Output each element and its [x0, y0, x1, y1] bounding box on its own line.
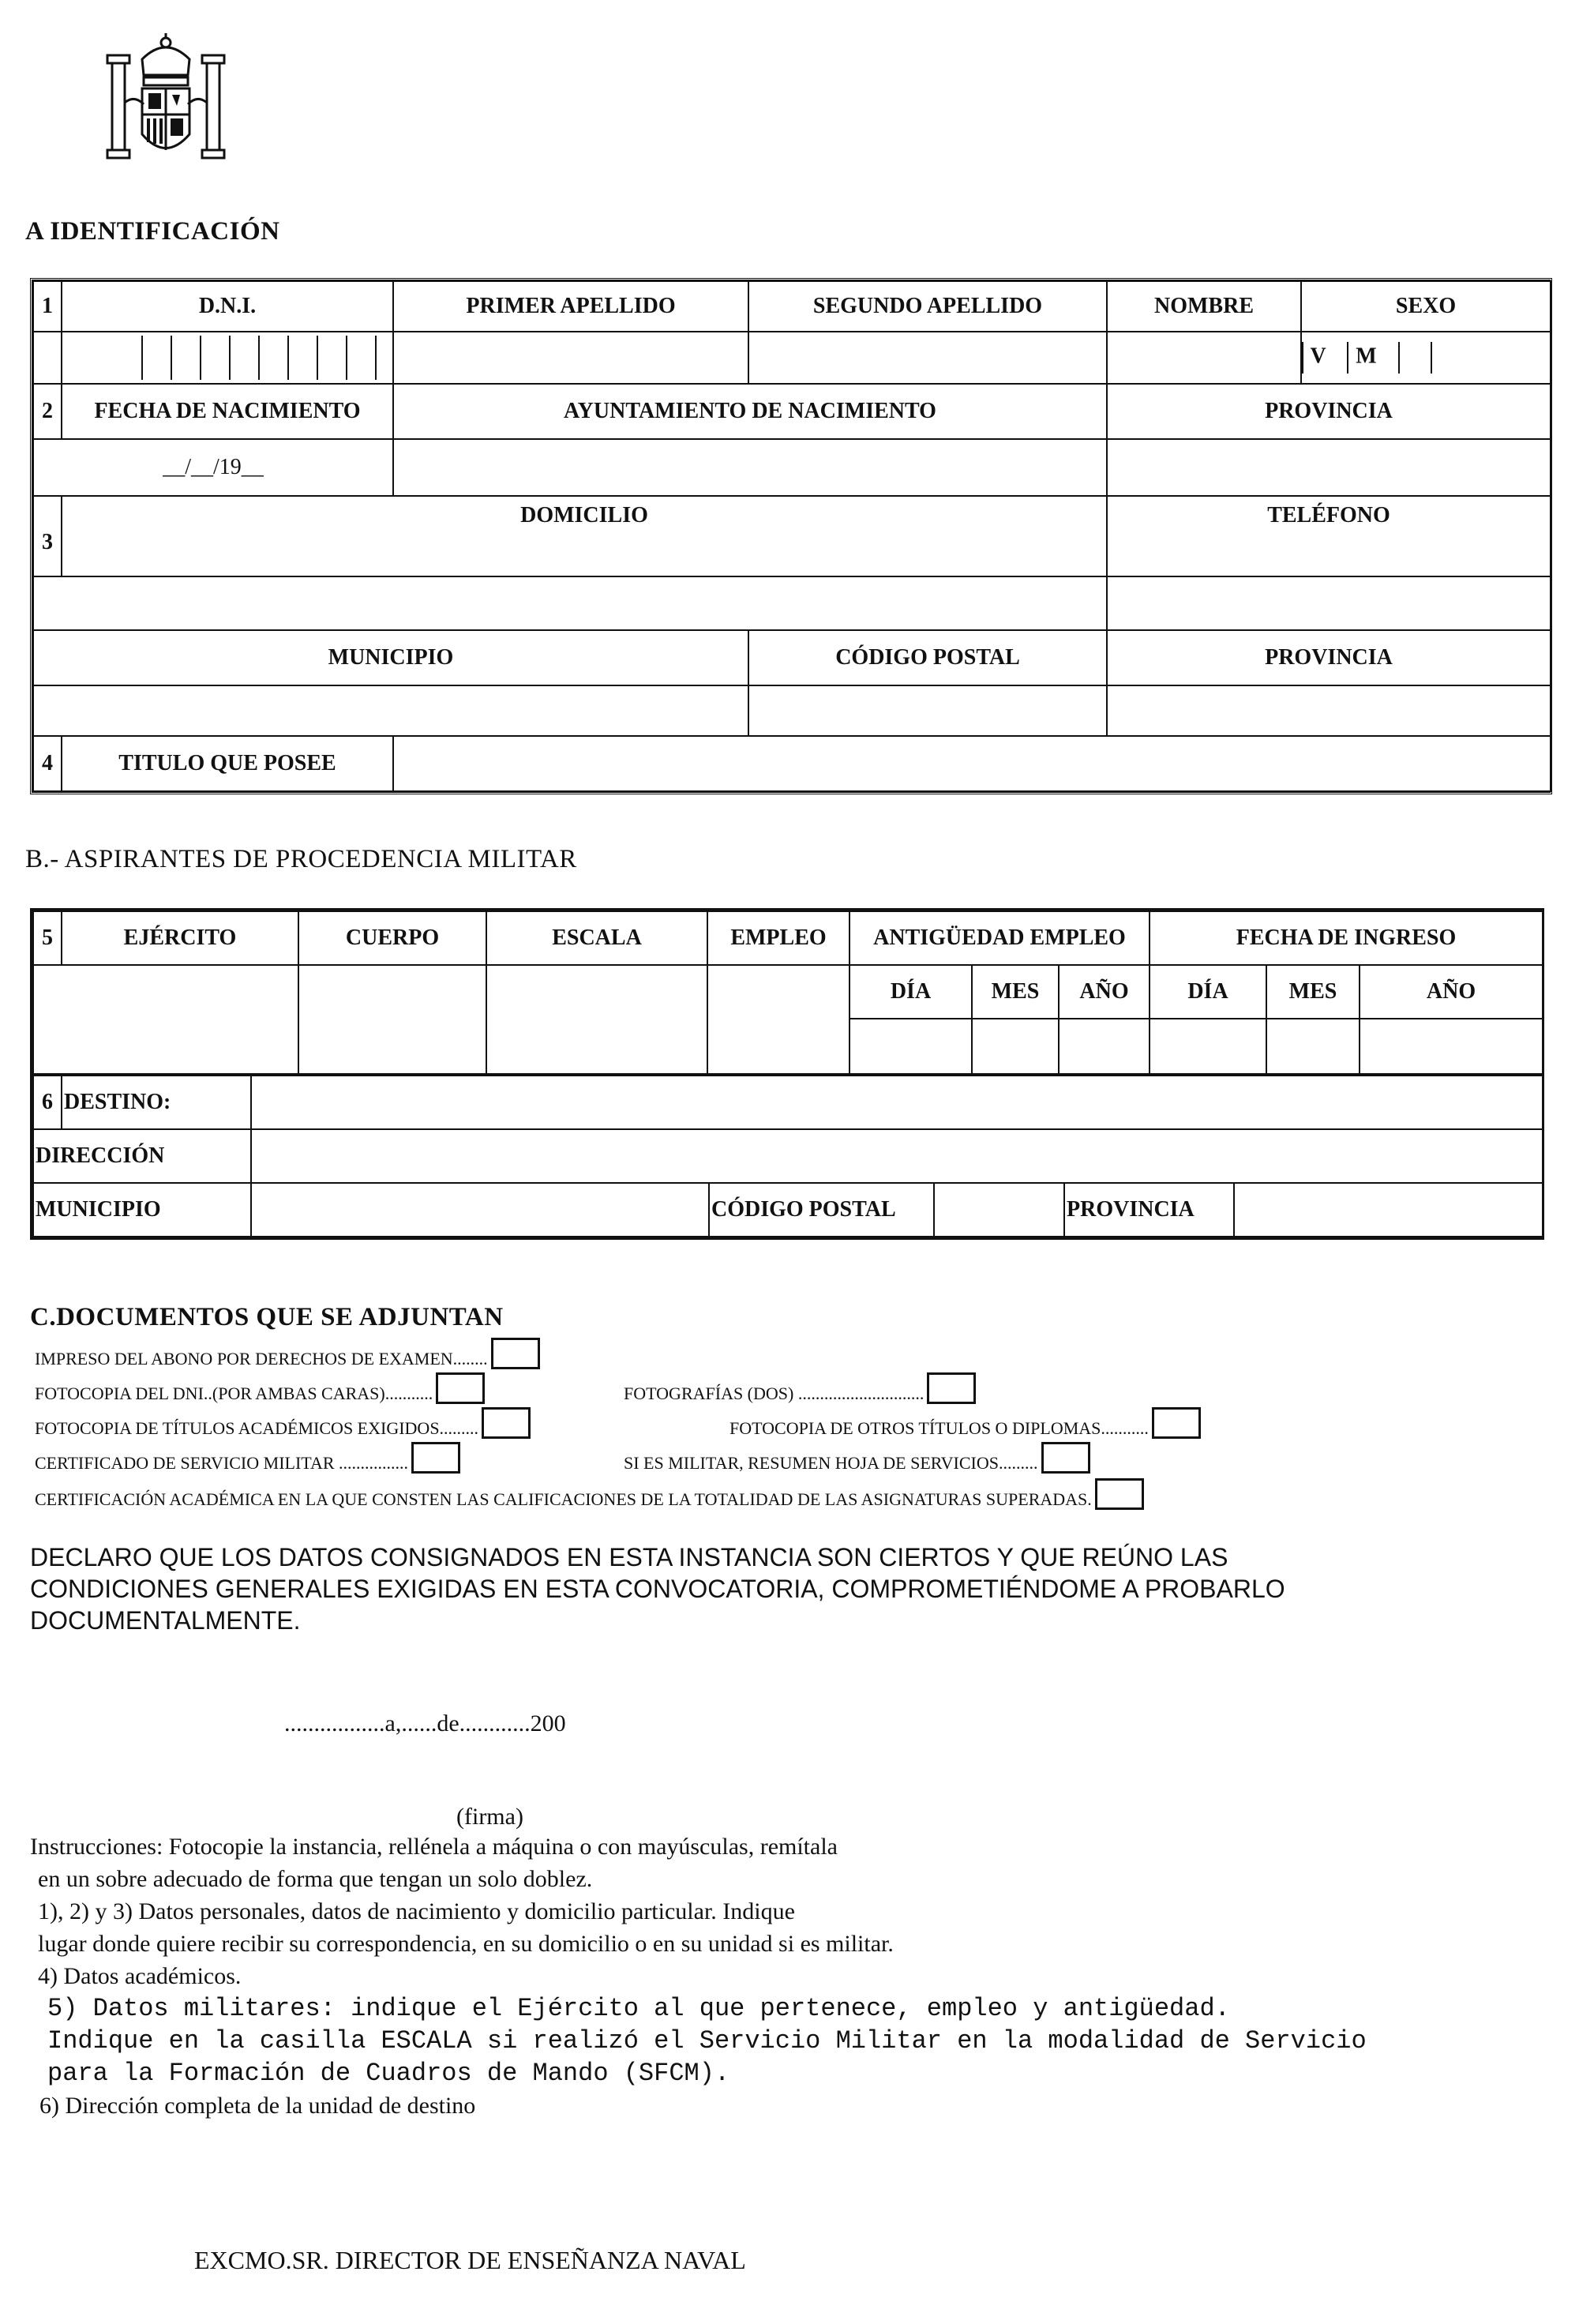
instruction-mono-line-2: Indique en la casilla ESCALA si realizó el Servicio Militar en la modalidad de Servicio — [47, 2026, 1367, 2056]
declaration-line-2: CONDICIONES GENERALES EXIGIDAS EN ESTA CONVOCATORIA, COMPROMETIÉNDOME A PROBARLO — [30, 1575, 1285, 1603]
fecha-nacimiento-field[interactable]: __/__/19__ — [33, 439, 393, 496]
doc-otros-checkbox[interactable] — [1152, 1407, 1201, 1439]
doc-dni-label: FOTOCOPIA DEL DNI..(POR AMBAS CARAS)........... — [35, 1384, 433, 1403]
municipio-label: MUNICIPIO — [33, 630, 748, 685]
ingreso-mes-field[interactable] — [1266, 1019, 1360, 1074]
provincia-nacimiento-label: PROVINCIA — [1107, 384, 1551, 439]
dni-label: D.N.I. — [62, 281, 393, 332]
telefono-field[interactable] — [1107, 576, 1551, 630]
provincia-militar-field[interactable] — [1234, 1183, 1543, 1237]
doc-titulos-label: FOTOCOPIA DE TÍTULOS ACADÉMICOS EXIGIDOS......... — [35, 1418, 479, 1438]
ingreso-anio-label: AÑO — [1360, 965, 1543, 1019]
doc-item-hoja — [624, 1442, 1090, 1474]
antiguedad-dia-label: DÍA — [850, 965, 972, 1019]
codigo-postal-militar-label: CÓDIGO POSTAL — [709, 1183, 934, 1237]
doc-fotos-checkbox[interactable] — [927, 1372, 976, 1404]
instructions-block — [30, 1830, 1367, 2122]
ayuntamiento-field[interactable] — [393, 439, 1107, 496]
provincia-domicilio-label: PROVINCIA — [1107, 630, 1551, 685]
telefono-label: TELÉFONO — [1107, 496, 1551, 576]
antiguedad-anio-label: AÑO — [1059, 965, 1150, 1019]
doc-item-fotos — [624, 1372, 976, 1404]
antiguedad-mes-label: MES — [972, 965, 1059, 1019]
doc-item-otros — [729, 1407, 1201, 1439]
antiguedad-anio-field[interactable] — [1059, 1019, 1150, 1074]
municipio-militar-label: MUNICIPIO — [33, 1183, 251, 1237]
row-number-1: 1 — [33, 281, 62, 332]
doc-hoja-label: SI ES MILITAR, RESUMEN HOJA DE SERVICIOS......... — [624, 1453, 1038, 1473]
primer-apellido-field[interactable] — [393, 332, 748, 384]
antiguedad-mes-field[interactable] — [972, 1019, 1059, 1074]
instruction-line-5: 4) Datos académicos. — [38, 1963, 242, 1989]
fecha-ingreso-label: FECHA DE INGRESO — [1150, 911, 1543, 965]
empleo-label: EMPLEO — [707, 911, 850, 965]
codigo-postal-label: CÓDIGO POSTAL — [748, 630, 1107, 685]
instruction-mono-line-3: para la Formación de Cuadros de Mando (SFCM). — [47, 2059, 730, 2088]
row-number-2: 2 — [33, 384, 62, 439]
section-a-title: A IDENTIFICACIÓN — [25, 217, 280, 246]
instruction-line-3: 1), 2) y 3) Datos personales, datos de nacimiento y domicilio particular. Indique — [38, 1898, 795, 1924]
doc-item-servicio — [35, 1442, 460, 1474]
military-table — [30, 908, 1544, 1240]
row-number-6: 6 — [33, 1076, 62, 1129]
ingreso-mes-label: MES — [1266, 965, 1360, 1019]
signature-label: (firma) — [456, 1804, 523, 1830]
ingreso-dia-field[interactable] — [1150, 1019, 1266, 1074]
codigo-postal-militar-field[interactable] — [934, 1183, 1064, 1237]
doc-servicio-label: CERTIFICADO DE SERVICIO MILITAR ................ — [35, 1453, 409, 1473]
row-number-3: 3 — [33, 496, 62, 576]
declaration-text — [30, 1541, 1285, 1636]
sexo-field[interactable] — [1301, 332, 1551, 384]
nombre-field[interactable] — [1107, 332, 1301, 384]
doc-item-dni — [35, 1372, 485, 1404]
domicilio-label: DOMICILIO — [62, 496, 1107, 576]
instruction-line-6: 6) Dirección completa de la unidad de destino — [39, 2093, 476, 2119]
doc-item-certificacion — [35, 1478, 1144, 1510]
nombre-label: NOMBRE — [1107, 281, 1301, 332]
ingreso-anio-field[interactable] — [1360, 1019, 1543, 1074]
escala-field[interactable] — [486, 965, 707, 1074]
escala-label: ESCALA — [486, 911, 707, 965]
primer-apellido-label: PRIMER APELLIDO — [393, 281, 748, 332]
dni-input-boxes[interactable] — [62, 332, 393, 384]
instruction-line-4: lugar donde quiere recibir su correspondencia, en su domicilio o en su unidad si es militar. — [38, 1931, 894, 1957]
direccion-field[interactable] — [251, 1129, 1543, 1183]
doc-dni-checkbox[interactable] — [436, 1372, 485, 1404]
section-b-title: B.- ASPIRANTES DE PROCEDENCIA MILITAR — [25, 845, 577, 873]
empleo-field[interactable] — [707, 965, 850, 1074]
instruction-line-1: Instrucciones: Fotocopie la instancia, rellénela a máquina o con mayúsculas, remítala — [30, 1834, 838, 1860]
ayuntamiento-label: AYUNTAMIENTO DE NACIMIENTO — [393, 384, 1107, 439]
cuerpo-field[interactable] — [298, 965, 486, 1074]
coat-of-arms-emblem — [95, 32, 237, 174]
doc-item-titulos — [35, 1407, 531, 1439]
doc-titulos-checkbox[interactable] — [482, 1407, 531, 1439]
ejercito-label: EJÉRCITO — [62, 911, 298, 965]
ingreso-dia-label: DÍA — [1150, 965, 1266, 1019]
municipio-field[interactable] — [33, 685, 748, 736]
provincia-nacimiento-field[interactable] — [1107, 439, 1551, 496]
row-number-4: 4 — [33, 736, 62, 791]
identification-table — [30, 278, 1552, 794]
provincia-domicilio-field[interactable] — [1107, 685, 1551, 736]
section-c-title: C.DOCUMENTOS QUE SE ADJUNTAN — [30, 1303, 504, 1331]
destino-field[interactable] — [251, 1076, 1543, 1129]
sexo-v-option[interactable]: V — [1310, 344, 1326, 369]
provincia-militar-label: PROVINCIA — [1064, 1183, 1234, 1237]
antiguedad-dia-field[interactable] — [850, 1019, 972, 1074]
sexo-m-option[interactable]: M — [1356, 344, 1377, 369]
doc-servicio-checkbox[interactable] — [411, 1442, 460, 1474]
doc-item-abono — [35, 1338, 540, 1369]
declaration-line-1: DECLARO QUE LOS DATOS CONSIGNADOS EN ESTA INSTANCIA SON CIERTOS Y QUE REÚNO LAS — [30, 1543, 1228, 1571]
doc-otros-label: FOTOCOPIA DE OTROS TÍTULOS O DIPLOMAS........... — [729, 1418, 1149, 1438]
instruction-mono-line-1: 5) Datos militares: indique el Ejército al que pertenece, empleo y antigüedad. — [47, 1994, 1230, 2023]
sexo-label: SEXO — [1301, 281, 1551, 332]
doc-abono-label: IMPRESO DEL ABONO POR DERECHOS DE EXAMEN........ — [35, 1349, 488, 1368]
doc-certificacion-label: CERTIFICACIÓN ACADÉMICA EN LA QUE CONSTEN LAS CALIFICACIONES DE LA TOTALIDAD DE LAS ASIGNATURAS SUPERADAS. — [35, 1489, 1092, 1509]
segundo-apellido-field[interactable] — [748, 332, 1107, 384]
municipio-militar-field[interactable] — [251, 1183, 709, 1237]
row-1-blank — [33, 332, 62, 384]
destino-label: DESTINO: — [62, 1076, 251, 1129]
cuerpo-label: CUERPO — [298, 911, 486, 965]
codigo-postal-field[interactable] — [748, 685, 1107, 736]
titulo-field[interactable] — [393, 736, 1551, 791]
instruction-line-2: en un sobre adecuado de forma que tengan un solo doblez. — [38, 1866, 593, 1892]
segundo-apellido-label: SEGUNDO APELLIDO — [748, 281, 1107, 332]
fecha-nacimiento-label: FECHA DE NACIMIENTO — [62, 384, 393, 439]
declaration-line-3: DOCUMENTALMENTE. — [30, 1606, 301, 1635]
direccion-label: DIRECCIÓN — [33, 1129, 251, 1183]
row-number-5: 5 — [33, 911, 62, 965]
doc-abono-checkbox[interactable] — [491, 1338, 540, 1369]
date-line[interactable]: .................a,......de............200 — [284, 1710, 566, 1736]
doc-hoja-checkbox[interactable] — [1041, 1442, 1090, 1474]
ejercito-field[interactable] — [33, 965, 298, 1074]
titulo-label: TITULO QUE POSEE — [62, 736, 393, 791]
addressee: EXCMO.SR. DIRECTOR DE ENSEÑANZA NAVAL — [194, 2246, 746, 2274]
doc-certificacion-checkbox[interactable] — [1095, 1478, 1144, 1510]
domicilio-field[interactable] — [33, 576, 1107, 630]
antiguedad-label: ANTIGÜEDAD EMPLEO — [850, 911, 1150, 965]
doc-fotos-label: FOTOGRAFÍAS (DOS) ............................. — [624, 1384, 925, 1403]
